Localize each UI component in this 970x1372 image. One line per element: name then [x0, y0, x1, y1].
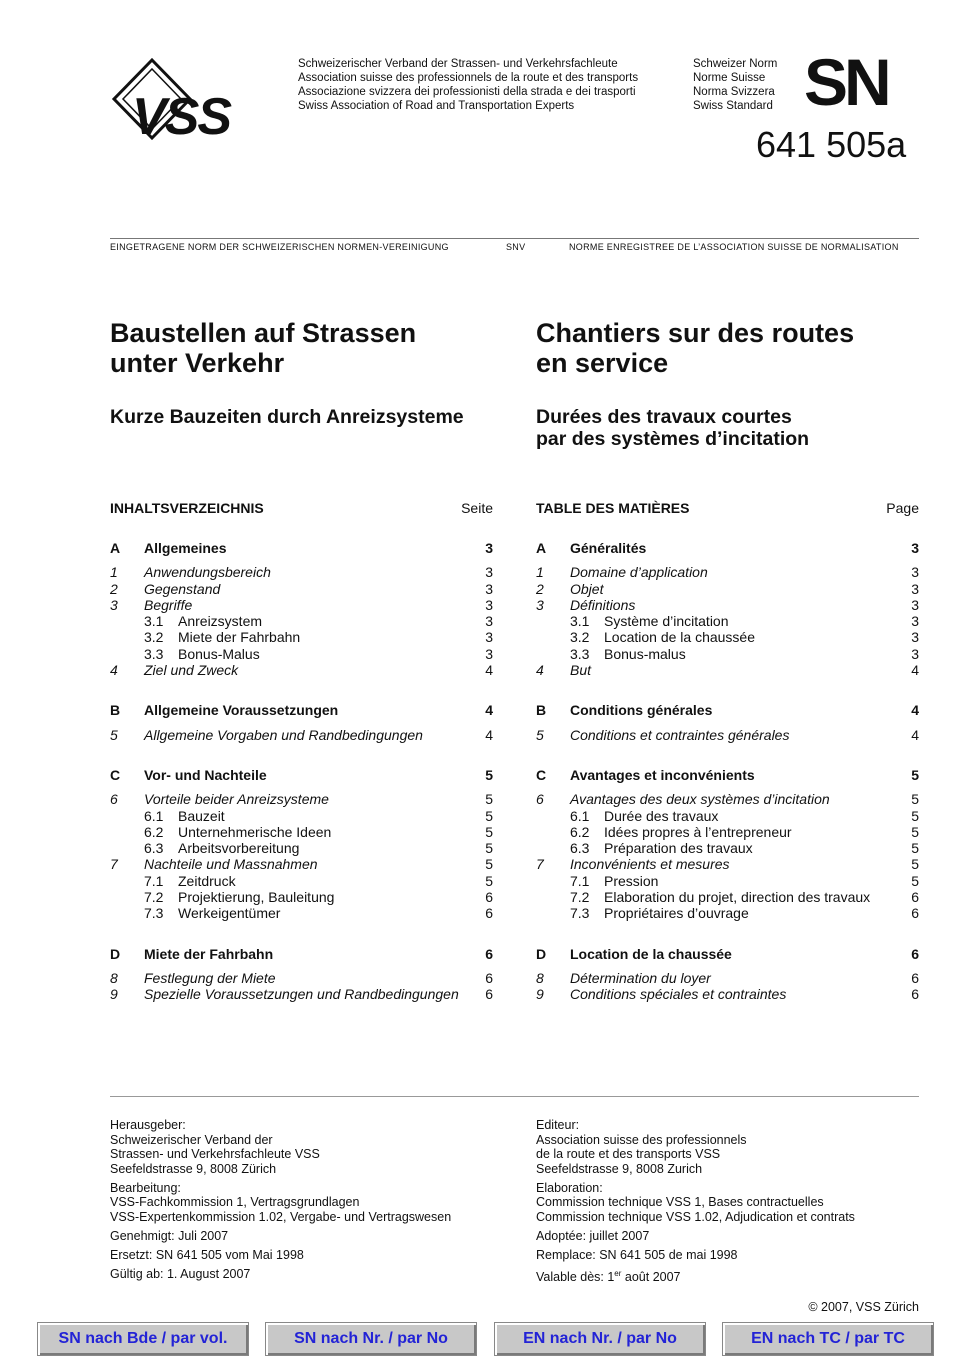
sn-logo: SN: [804, 45, 888, 119]
footer-fr-approved: Adoptée: juillet 2007: [536, 1228, 650, 1243]
bottom-rule: [110, 1096, 919, 1097]
title-fr-line2: en service: [536, 348, 669, 378]
toc-fr-entry-6-2[interactable]: 6.2 Idées propres à l’entrepreneur 5: [570, 823, 919, 840]
toc-de-entry-3[interactable]: 3 Begriffe 3: [110, 596, 493, 613]
footer-de-editing: Bearbeitung: VSS-Fachkommission 1, Vertragsgrundlagen VSS-Expertenkommission 1.02, Vergabe- und Vertragswesen: [110, 1180, 452, 1224]
toc-de-section-d[interactable]: D Miete der Fahrbahn 6: [110, 945, 493, 962]
toc-de-page-label: Seite: [461, 500, 493, 516]
toc-de-entry-9[interactable]: 9 Spezielle Voraussetzungen und Randbedingungen 6: [110, 986, 493, 1003]
toc-fr-entry-3[interactable]: 3 Définitions 3: [536, 596, 919, 613]
toc-de-entry-3-2[interactable]: 3.2 Miete der Fahrbahn 3: [144, 629, 493, 646]
subtitle-fr: [536, 406, 936, 450]
toc-de-entry-6-2[interactable]: 6.2 Unternehmerische Ideen 5: [144, 823, 493, 840]
toc-de-entry-1[interactable]: 1 Anwendungsbereich 3: [110, 564, 493, 581]
toc-fr-entry-3-3[interactable]: 3.3 Bonus-malus 3: [570, 645, 919, 662]
org-line-en: Swiss Association of Road and Transportation Experts: [298, 100, 575, 112]
norm-type: [693, 57, 777, 113]
toc-fr-entry-6[interactable]: 6 Avantages des deux systèmes d’incitation 5: [536, 791, 919, 808]
footer-de-replaces: Ersetzt: SN 641 505 vom Mai 1998: [110, 1247, 304, 1262]
toc-de-entry-2[interactable]: 2 Gegenstand 3: [110, 580, 493, 597]
footer-fr: [536, 1118, 936, 1289]
toc-de-entry-5[interactable]: 5 Allgemeine Vorgaben und Randbedingungen 4: [110, 726, 493, 743]
registered-snv: SNV: [506, 242, 526, 252]
toc-de-entry-7[interactable]: 7 Nachteile und Massnahmen 5: [110, 856, 493, 873]
footer-fr-valid: Valable dès: 1er août 2007: [536, 1268, 681, 1284]
toc-fr-header: [536, 500, 919, 516]
nav-en-by-number-button[interactable]: EN nach Nr. / par No: [494, 1322, 706, 1356]
toc-fr-page-label: Page: [886, 500, 919, 516]
toc-fr-section-c[interactable]: C Avantages et inconvénients 5: [536, 766, 919, 783]
subtitle-fr-line1: Durées des travaux courtes: [536, 406, 792, 428]
svg-text:VSS: VSS: [132, 88, 231, 142]
toc-fr-entry-6-1[interactable]: 6.1 Durée des travaux 5: [570, 807, 919, 824]
toc-de-entry-6-3[interactable]: 6.3 Arbeitsvorbereitung 5: [144, 840, 493, 857]
title-fr: [536, 318, 936, 378]
toc-de-heading: INHALTSVERZEICHNIS: [110, 500, 264, 516]
toc-fr-entry-2[interactable]: 2 Objet 3: [536, 580, 919, 597]
toc-fr-entry-6-3[interactable]: 6.3 Préparation des travaux 5: [570, 840, 919, 857]
toc-fr: [536, 500, 919, 1003]
toc-fr-entry-3-2[interactable]: 3.2 Location de la chaussée 3: [570, 629, 919, 646]
toc-de-entry-6[interactable]: 6 Vorteile beider Anreizsysteme 5: [110, 791, 493, 808]
toc-de-entry-3-1[interactable]: 3.1 Anreizsystem 3: [144, 613, 493, 630]
copyright: © 2007, VSS Zürich: [808, 1300, 919, 1314]
toc-fr-entry-1[interactable]: 1 Domaine d’application 3: [536, 564, 919, 581]
org-line-fr: Association suisse des professionnels de la route et des transports: [298, 72, 639, 84]
org-names: [298, 57, 638, 113]
footer-de-valid: Gültig ab: 1. August 2007: [110, 1266, 251, 1281]
nav-sn-by-volume-button[interactable]: SN nach Bde / par vol.: [37, 1322, 249, 1356]
footer-fr-replaces: Remplace: SN 641 505 de mai 1998: [536, 1247, 738, 1262]
vss-logo: [110, 57, 295, 142]
toc-de-entry-3-3[interactable]: 3.3 Bonus-Malus 3: [144, 645, 493, 662]
norm-number: 641 505a: [756, 124, 907, 165]
toc-de-entry-7-1[interactable]: 7.1 Zeitdruck 5: [144, 872, 493, 889]
norm-type-fr: Norme Suisse: [693, 72, 766, 84]
toc-fr-entry-7-3[interactable]: 7.3 Propriétaires d’ouvrage 6: [570, 905, 919, 922]
top-rule: [110, 238, 919, 239]
toc-fr-entry-7[interactable]: 7 Inconvénients et mesures 5: [536, 856, 919, 873]
title-de-line1: Baustellen auf Strassen: [110, 318, 417, 348]
footer-de-publisher: Herausgeber: Schweizerischer Verband der Strassen- und Verkehrsfachleute VSS Seefeldstrasse 9, 8008 Zürich: [110, 1118, 320, 1176]
nav-sn-by-number-button[interactable]: SN nach Nr. / par No: [265, 1322, 477, 1356]
registered-de: EINGETRAGENE NORM DER SCHWEIZERISCHEN NORMEN-VEREINIGUNG: [110, 242, 449, 252]
title-fr-line1: Chantiers sur des routes: [536, 318, 855, 348]
nav-en-by-tc-button[interactable]: EN nach TC / par TC: [722, 1322, 934, 1356]
toc-fr-section-b[interactable]: B Conditions générales 4: [536, 702, 919, 719]
toc-fr-entry-4[interactable]: 4 But 4: [536, 662, 919, 679]
footer-de-approved: Genehmigt: Juli 2007: [110, 1228, 229, 1243]
toc-de-entry-8[interactable]: 8 Festlegung der Miete 6: [110, 969, 493, 986]
toc-fr-entry-7-1[interactable]: 7.1 Pression 5: [570, 872, 919, 889]
org-line-it: Associazione svizzera dei professionisti della strada e dei trasporti: [298, 86, 636, 98]
toc-de-section-b[interactable]: B Allgemeine Voraussetzungen 4: [110, 702, 493, 719]
registered-fr: NORME ENREGISTREE DE L’ASSOCIATION SUISSE DE NORMALISATION: [569, 242, 899, 252]
toc-de-entry-7-2[interactable]: 7.2 Projektierung, Bauleitung 6: [144, 889, 493, 906]
toc-fr-entry-7-2[interactable]: 7.2 Elaboration du projet, direction des travaux 6: [570, 889, 919, 906]
toc-de-entry-4[interactable]: 4 Ziel und Zweck 4: [110, 662, 493, 679]
subtitle-fr-line2: par des systèmes d’incitation: [536, 428, 810, 450]
toc-fr-entry-5[interactable]: 5 Conditions et contraintes générales 4: [536, 726, 919, 743]
toc-de: [110, 500, 493, 1003]
toc-fr-entry-3-1[interactable]: 3.1 Système d’incitation 3: [570, 613, 919, 630]
footer-fr-editing: Elaboration: Commission technique VSS 1, Bases contractuelles Commission technique VSS 1.02, Adjudication et contrats: [536, 1180, 855, 1224]
subtitle-de: Kurze Bauzeiten durch Anreizsysteme: [110, 406, 464, 428]
toc-fr-heading: TABLE DES MATIÈRES: [536, 500, 690, 516]
toc-de-header: [110, 500, 493, 516]
toc-de-entry-7-3[interactable]: 7.3 Werkeigentümer 6: [144, 905, 493, 922]
toc-fr-entry-8[interactable]: 8 Détermination du loyer 6: [536, 969, 919, 986]
toc-de-section-c[interactable]: C Vor- und Nachteile 5: [110, 766, 493, 783]
norm-type-en: Swiss Standard: [693, 100, 773, 112]
toc-fr-section-d[interactable]: D Location de la chaussée 6: [536, 945, 919, 962]
norm-type-de: Schweizer Norm: [693, 58, 778, 70]
footer-fr-publisher: Editeur: Association suisse des professionnels de la route et des transports VSS Seefeldstrasse 9, 8008 Zurich: [536, 1118, 747, 1176]
toc-de-section-a[interactable]: A Allgemeines 3: [110, 540, 493, 556]
title-de: [110, 318, 510, 378]
toc-de-entry-6-1[interactable]: 6.1 Bauzeit 5: [144, 807, 493, 824]
org-line-de: Schweizerischer Verband der Strassen- und Verkehrsfachleute: [298, 58, 618, 70]
footer-de: [110, 1118, 510, 1286]
norm-type-it: Norma Svizzera: [693, 86, 775, 98]
toc-fr-entry-9[interactable]: 9 Conditions spéciales et contraintes 6: [536, 986, 919, 1003]
toc-fr-section-a[interactable]: A Généralités 3: [536, 540, 919, 556]
title-de-line2: unter Verkehr: [110, 348, 285, 378]
